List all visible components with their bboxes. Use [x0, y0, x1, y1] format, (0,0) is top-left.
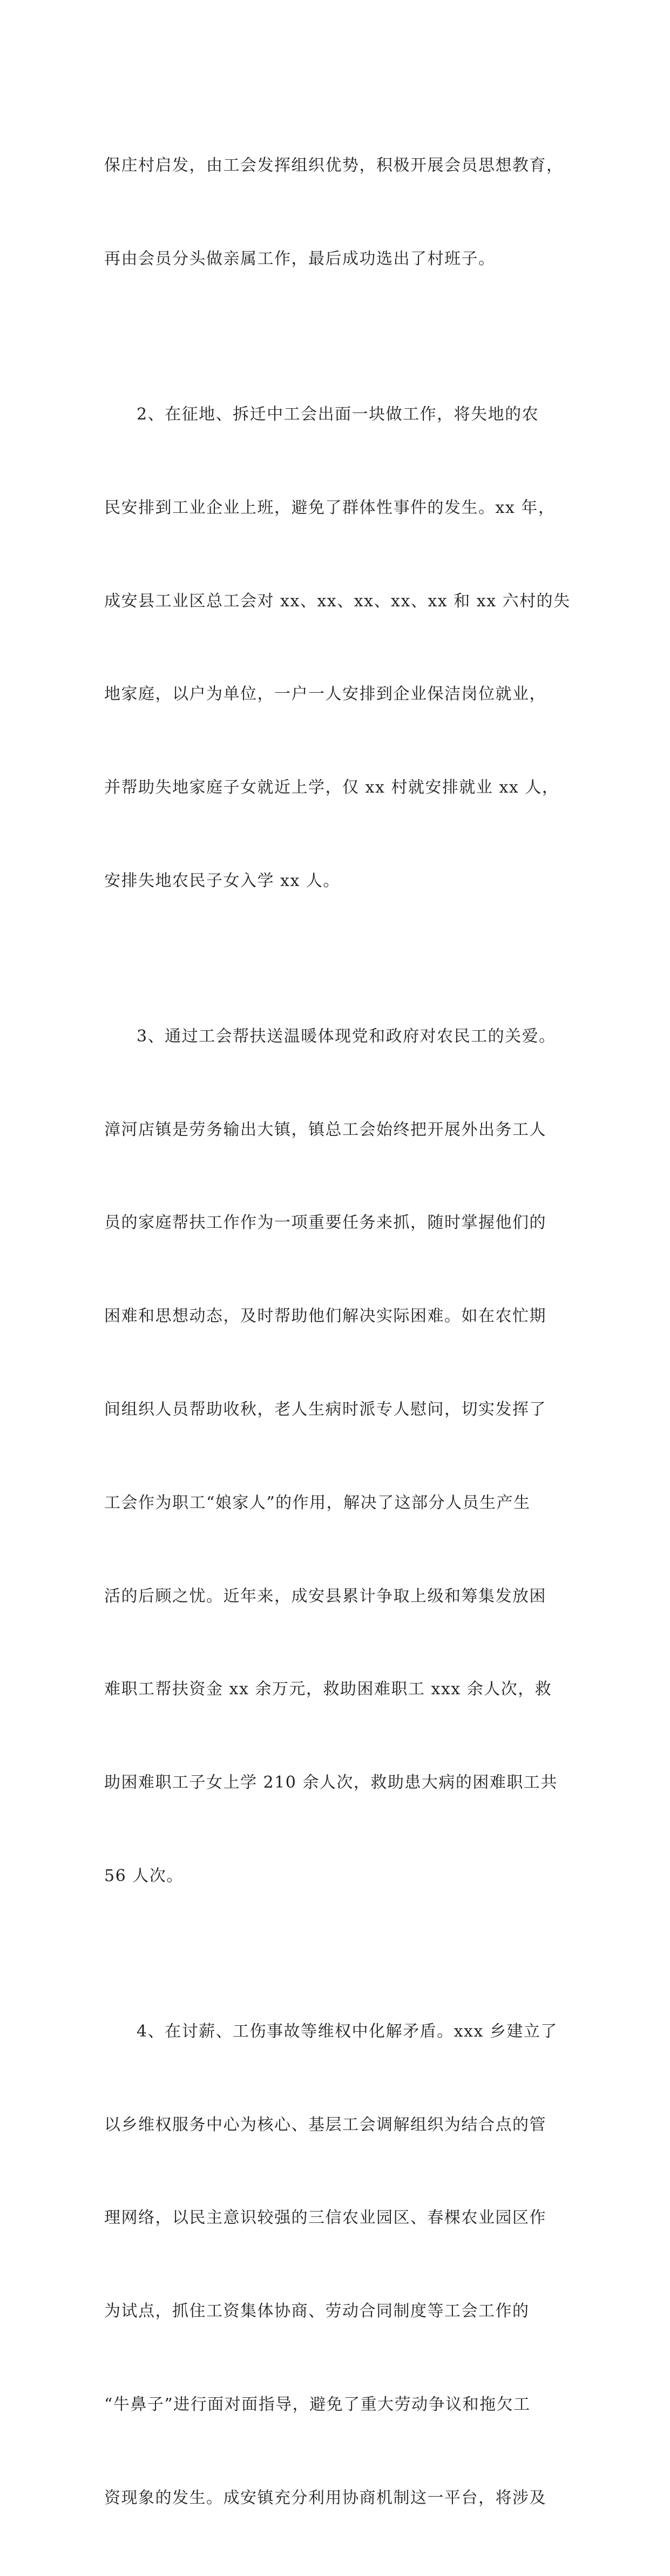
text-line: 安排失地农民子女入学 xx 人。 [104, 871, 340, 890]
paragraph-1 [104, 88, 569, 337]
text-line: 民安排到工业企业上班，避免了群体性事件的发生。xx 年， [104, 498, 556, 517]
text-line: 3、通过工会帮扶送温暖体现党和政府对农民工的关爱。 [137, 1026, 556, 1046]
text-line: 为试点，抓住工资集体协商、劳动合同制度等工会工作的 [104, 2302, 530, 2321]
text-line: 保庄村启发，由工会发挥组织优势，积极开展会员思想教育， [104, 156, 564, 175]
text-line: 地家庭，以户为单位，一户一人安排到企业保洁岗位就业， [104, 685, 546, 704]
paragraph-2 [104, 337, 569, 959]
text-line: 困难和思想动态，及时帮助他们解决实际困难。如在农忙期 [104, 1307, 546, 1326]
text-line: 理网络，以民主意识较强的三信农业园区、春棵农业园区作 [104, 2208, 546, 2228]
text-line: 漳河店镇是劳务输出大镇，镇总工会始终把开展外出务工人 [104, 1120, 546, 1139]
text-line: 员的家庭帮扶工作作为一项重要任务来抓，随时掌握他们的 [104, 1213, 546, 1233]
text-line: 并帮助失地家庭子女就近上学，仅 xx 村就安排就业 xx 人， [104, 778, 559, 797]
text-line: 4、在讨薪、工伤事故等维权中化解矛盾。xxx 乡建立了 [137, 2021, 558, 2041]
document-body [104, 88, 569, 2576]
text-line: 难职工帮扶资金 xx 余万元，救助困难职工 xxx 余人次，救 [104, 1680, 552, 1699]
text-line: “牛鼻子”进行面对面指导，避免了重大劳动争议和拖欠工 [104, 2395, 531, 2414]
text-line: 再由会员分头做亲属工作，最后成功选出了村班子。 [104, 249, 496, 268]
text-line: 资现象的发生。成安镇充分利用协商机制这一平台，将涉及 [104, 2488, 546, 2507]
text-line: 56 人次。 [104, 1866, 184, 1885]
text-line: 工会作为职工“娘家人”的作用，解决了这部分人员生产生 [104, 1493, 531, 1512]
text-line: 成安县工业区总工会对 xx、xx、xx、xx、xx 和 xx 六村的失 [104, 591, 571, 611]
text-line: 助困难职工子女上学 210 余人次，救助患大病的困难职工共 [104, 1773, 558, 1793]
paragraph-4 [104, 1954, 569, 2576]
text-line: 以乡维权服务中心为核心、基层工会调解组织为结合点的管 [104, 2115, 546, 2134]
paragraph-3 [104, 959, 569, 1954]
text-line: 间组织人员帮助收秋，老人生病时派专人慰问，切实发挥了 [104, 1399, 546, 1419]
text-line: 2、在征地、拆迁中工会出面一块做工作，将失地的农 [137, 404, 539, 424]
text-line: 活的后顾之忧。近年来，成安县累计争取上级和筹集发放困 [104, 1586, 546, 1606]
